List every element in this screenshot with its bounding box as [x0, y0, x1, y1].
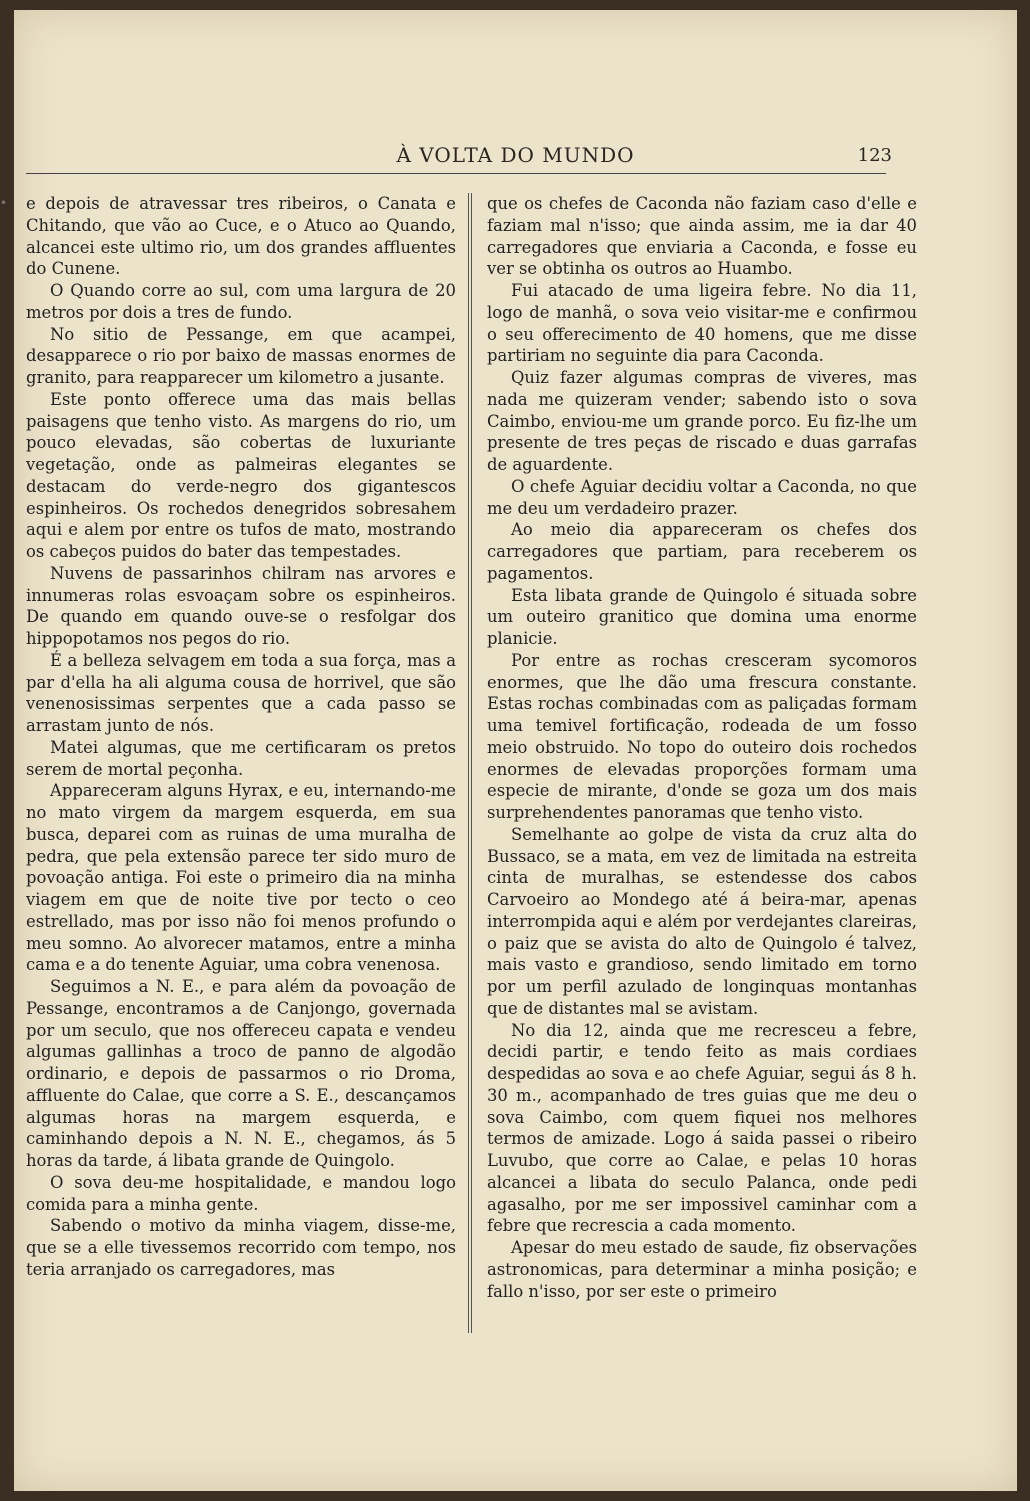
- paragraph: Nuvens de passarinhos chilram nas arvores e innumeras rolas esvoaçam sobre os espinheiros. De quando em quando ouve-se o resfolgar dos hippopotamos nos pegos do rio.: [26, 563, 456, 648]
- paragraph: Fui atacado de uma ligeira febre. No dia 11, logo de manhã, o sova veio visitar-me e confirmou o seu offerecimento de 40 homens, que me disse partiriam no seguinte dia para Caconda.: [487, 281, 917, 366]
- paragraph: Matei algumas, que me certificaram os pretos serem de mortal peçonha.: [26, 737, 456, 779]
- paragraph: que os chefes de Caconda não faziam caso d'elle e faziam mal n'isso; que ainda assim, me ia dar 40 carregadores que enviaria a Caconda, e fosse eu ver se obtinha os outros ao Huambo.: [487, 194, 917, 279]
- book-page: [0, 10, 1017, 1491]
- paragraph: Semelhante ao golpe de vista da cruz alta do Bussaco, se a mata, em vez de limitada na estreita cinta de muralhas, se estendesse dos cabos Carvoeiro ao Mondego até á beira-mar, apenas interrompida aqui e além por verdejantes clareiras, o paiz que se avista do alto de Quingolo é talvez, mais vasto e grandioso, sendo limitado em torno por um perfil azulado de longinquas montanhas que de distantes mal se avistam.: [487, 824, 917, 1018]
- paragraph: Appareceram alguns Hyrax, e eu, internando-me no mato virgem da margem esquerda, em sua busca, deparei com as ruinas de uma muralha de pedra, que pela extensão parece ter sido muro de povoação antiga. Foi este o primeiro dia na minha viagem em que de noite tive por tecto o ceo estrellado, mas por isso não foi menos profundo o meu somno. Ao alvorecer matamos, entre a minha cama e a do tenente Aguiar, uma cobra venenosa.: [26, 781, 456, 975]
- margin-mark: •: [0, 196, 8, 210]
- running-header: [14, 143, 1017, 173]
- paragraph: Por entre as rochas cresceram sycomoros enormes, que lhe dão uma frescura constante. Estas rochas combinadas com as paliçadas formam uma temivel fortificação, rodeada de um fosso meio obstruido. No topo do outeiro dois rochedos enormes de elevadas proporções formam uma especie de mirante, d'onde se goza um dos mais surprehendentes panoramas que tenho visto.: [487, 650, 917, 822]
- header-rule: [26, 173, 886, 174]
- paragraph: O chefe Aguiar decidiu voltar a Caconda, no que me deu um verdadeiro prazer.: [487, 476, 917, 518]
- paragraph: O Quando corre ao sul, com uma largura de 20 metros por dois a tres de fundo.: [26, 281, 456, 322]
- paragraph: O sova deu-me hospitalidade, e mandou logo comida para a minha gente.: [26, 1172, 456, 1214]
- paragraph: Este ponto offerece uma das mais bellas paisagens que tenho visto. As margens do rio, um pouco elevadas, são cobertas de luxuriante vegetação, onde as palmeiras elegantes se destacam do verde-negro dos gigantescos espinheiros. Os rochedos denegridos sobresahem aqui e alem por entre os tufos de mato, mostrando os cabeços puidos do bater das tempestades.: [26, 389, 456, 561]
- paragraph: No sitio de Pessange, em que acampei, desapparece o rio por baixo de massas enormes de granito, para reapparecer um kilometro a jusante.: [26, 324, 456, 387]
- running-title: À VOLTA DO MUNDO: [396, 143, 635, 167]
- column-divider: [468, 193, 472, 1333]
- paragraph: Esta libata grande de Quingolo é situada sobre um outeiro granitico que domina uma enorme planicie.: [487, 585, 917, 648]
- paragraph: No dia 12, ainda que me recresceu a febre, decidi partir, e tendo feito as mais cordiaes despedidas ao sova e ao chefe Aguiar, segui ás 8 h. 30 m., acompanhado de tres guias que me deu o sova Caimbo, com quem fiquei nos melhores termos de amizade. Logo á saida passei o ribeiro Luvubo, que corre ao Calae, e pelas 10 horas alcancei a libata do seculo Palanca, onde pedi agasalho, por me ser impossivel caminhar com a febre que recrescia a cada momento.: [487, 1020, 917, 1236]
- paragraph: Apesar do meu estado de saude, fiz observações astronomicas, para determinar a minha posição; e fallo n'isso, por ser este o primeiro: [487, 1238, 917, 1301]
- paragraph: É a belleza selvagem em toda a sua força, mas a par d'ella ha ali alguma cousa de horrivel, que são venenosissimas serpentes que a cada passo se arrastam junto de nós.: [26, 650, 456, 735]
- paragraph: Ao meio dia appareceram os chefes dos carregadores que partiam, para receberem os pagamentos.: [487, 520, 917, 583]
- paragraph: e depois de atravessar tres ribeiros, o Canata e Chitando, que vão ao Cuce, e o Atuco ao Quando, alcancei este ultimo rio, um dos grandes affluentes do Cunene.: [26, 194, 456, 279]
- right-column: [487, 193, 917, 1302]
- page-number: 123: [857, 145, 892, 166]
- paragraph: Quiz fazer algumas compras de viveres, mas nada me quizeram vender; sabendo isto o sova Caimbo, enviou-me um grande porco. Eu fiz-lhe um presente de tres peças de riscado e duas garrafas de aguardente.: [487, 368, 917, 474]
- left-column: [0, 193, 456, 1281]
- paragraph: Sabendo o motivo da minha viagem, disse-me, que se a elle tivessemos recorrido com tempo, nos teria arranjado os carregadores, mas: [26, 1216, 456, 1279]
- paragraph: Seguimos a N. E., e para além da povoação de Pessange, encontramos a de Canjongo, governada por um seculo, que nos offereceu capata e vendeu algumas gallinhas a troco de panno de algodão ordinario, e depois de passarmos o rio Droma, affluente do Calae, que corre a S. E., descançamos algumas horas na margem esquerda, e caminhando depois a N. N. E., chegamos, ás 5 horas da tarde, á libata grande de Quingolo.: [26, 977, 456, 1170]
